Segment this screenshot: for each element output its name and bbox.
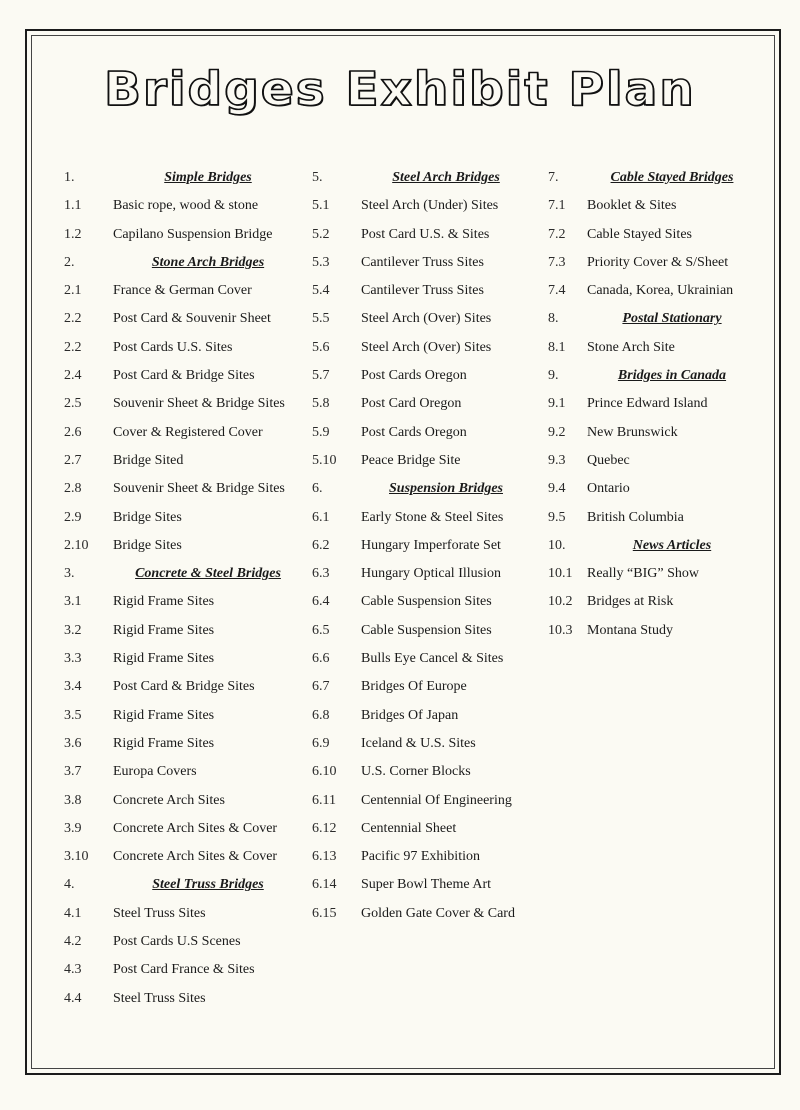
item-number: 6.11 (312, 792, 336, 808)
item-number: 6.6 (312, 651, 330, 667)
list-item (64, 475, 303, 503)
item-number: 5.6 (312, 339, 330, 355)
list-item (64, 787, 303, 815)
list-item (548, 617, 757, 645)
section-title: Cable Stayed Bridges (610, 170, 734, 185)
item-number: 10.3 (548, 622, 573, 638)
list-item (548, 475, 757, 503)
item-number: 6.8 (312, 707, 330, 723)
item-label: Post Card & Souvenir Sheet (113, 311, 271, 327)
item-label: Concrete Arch Sites & Cover (113, 849, 278, 865)
item-number: 6. (312, 481, 323, 497)
item-label: Cable Suspension Sites (361, 622, 492, 638)
section-heading (64, 871, 303, 899)
list-item (312, 843, 531, 871)
item-number: 6.5 (312, 622, 330, 638)
section-heading (64, 164, 303, 192)
list-item (548, 334, 757, 362)
list-item (312, 221, 531, 249)
list-item (312, 758, 531, 786)
item-label: Stone Arch Site (587, 339, 675, 355)
item-number: 5.8 (312, 396, 330, 412)
section-title: Suspension Bridges (389, 481, 503, 497)
list-item (64, 900, 303, 928)
list-item (312, 560, 531, 588)
item-label: Cantilever Truss Sites (361, 283, 484, 299)
list-item (548, 588, 757, 616)
item-label: Rigid Frame Sites (113, 735, 215, 751)
item-number: 4. (64, 877, 75, 893)
item-label: France & German Cover (113, 283, 252, 299)
list-item (64, 645, 303, 673)
section-title: Concrete & Steel Bridges (135, 566, 281, 582)
item-label: Europa Covers (113, 764, 197, 780)
item-label: Rigid Frame Sites (113, 707, 215, 723)
item-label: Centennial Of Engineering (361, 792, 512, 808)
item-number: 7. (548, 170, 559, 185)
list-item (548, 504, 757, 532)
item-number: 4.3 (64, 962, 82, 978)
list-item (312, 617, 531, 645)
item-label: Hungary Optical Illusion (361, 566, 501, 582)
list-item (64, 277, 303, 305)
page-title: Bridges Exhibit Plan (104, 62, 696, 116)
item-number: 5.1 (312, 198, 330, 214)
list-item (64, 504, 303, 532)
item-number: 6.12 (312, 820, 337, 836)
list-item (64, 334, 303, 362)
item-number: 9.1 (548, 396, 566, 412)
list-item (312, 419, 531, 447)
item-number: 7.4 (548, 283, 566, 299)
item-label: Rigid Frame Sites (113, 651, 215, 667)
item-number: 2.8 (64, 481, 82, 497)
list-item (548, 560, 757, 588)
item-number: 5.2 (312, 226, 330, 242)
item-label: Post Cards Oregon (361, 424, 467, 440)
item-label: Ontario (587, 481, 630, 497)
item-label: Post Cards U.S Scenes (113, 934, 241, 950)
item-label: Steel Arch (Over) Sites (361, 311, 492, 327)
list-item (64, 843, 303, 871)
list-item (64, 985, 303, 1013)
item-number: 2.2 (64, 339, 82, 355)
item-number: 5.5 (312, 311, 330, 327)
item-number: 3.2 (64, 622, 82, 638)
list-item (64, 730, 303, 758)
item-label: Rigid Frame Sites (113, 594, 215, 610)
item-label: Bridge Sites (113, 537, 182, 553)
item-label: Quebec (587, 452, 630, 468)
item-label: Cable Stayed Sites (587, 226, 692, 242)
item-number: 4.1 (64, 905, 82, 921)
list-item (312, 447, 531, 475)
item-label: Super Bowl Theme Art (361, 877, 492, 893)
item-number: 8. (548, 311, 559, 327)
section-heading (548, 305, 757, 333)
item-label: Early Stone & Steel Sites (361, 509, 504, 525)
list-item (312, 645, 531, 673)
item-number: 2.7 (64, 452, 82, 468)
list-item (64, 305, 303, 333)
item-number: 2.9 (64, 509, 82, 525)
item-number: 8.1 (548, 339, 566, 355)
item-number: 3.1 (64, 594, 82, 610)
item-number: 1.2 (64, 226, 82, 242)
item-number: 3.8 (64, 792, 82, 808)
item-number: 10.1 (548, 566, 573, 582)
list-item (64, 419, 303, 447)
item-label: Concrete Arch Sites (113, 792, 225, 808)
item-number: 10. (548, 537, 566, 553)
item-number: 4.2 (64, 934, 82, 950)
item-label: Prince Edward Island (587, 396, 708, 412)
item-label: U.S. Corner Blocks (361, 764, 471, 780)
item-label: Cable Suspension Sites (361, 594, 492, 610)
column-2 (312, 164, 531, 928)
section-title: News Articles (632, 537, 712, 553)
item-label: Capilano Suspension Bridge (113, 226, 273, 242)
list-item (312, 504, 531, 532)
list-item (312, 532, 531, 560)
list-item (548, 192, 757, 220)
item-label: New Brunswick (587, 424, 678, 440)
section-heading (548, 362, 757, 390)
item-number: 6.10 (312, 764, 337, 780)
item-number: 5.7 (312, 368, 330, 384)
item-label: Peace Bridge Site (361, 452, 461, 468)
item-number: 5. (312, 170, 323, 185)
item-number: 1.1 (64, 198, 82, 214)
item-label: Bridge Sites (113, 509, 182, 525)
item-number: 6.15 (312, 905, 337, 921)
list-item (312, 362, 531, 390)
list-item (64, 702, 303, 730)
item-number: 9.5 (548, 509, 566, 525)
item-number: 3.7 (64, 764, 82, 780)
item-number: 2.1 (64, 283, 82, 299)
item-label: Post Card U.S. & Sites (361, 226, 490, 242)
section-title: Steel Truss Bridges (152, 877, 264, 893)
item-number: 9.4 (548, 481, 566, 497)
item-number: 5.4 (312, 283, 330, 299)
item-label: Steel Arch (Under) Sites (361, 198, 499, 214)
list-item (312, 277, 531, 305)
item-label: Iceland & U.S. Sites (361, 735, 476, 751)
list-item (64, 758, 303, 786)
item-label: Basic rope, wood & stone (113, 198, 259, 214)
list-item (312, 334, 531, 362)
item-number: 3. (64, 566, 75, 582)
item-label: British Columbia (587, 509, 684, 525)
item-number: 10.2 (548, 594, 573, 610)
item-label: Booklet & Sites (587, 198, 677, 214)
list-item (312, 815, 531, 843)
list-item (64, 390, 303, 418)
item-label: Souvenir Sheet & Bridge Sites (113, 396, 285, 412)
item-number: 3.6 (64, 735, 82, 751)
item-label: Cover & Registered Cover (113, 424, 263, 440)
item-label: Steel Arch (Over) Sites (361, 339, 492, 355)
item-number: 6.1 (312, 509, 330, 525)
item-number: 6.14 (312, 877, 337, 893)
item-label: Steel Truss Sites (113, 905, 206, 921)
list-item (312, 305, 531, 333)
section-title: Bridges in Canada (617, 368, 727, 384)
list-item (64, 532, 303, 560)
item-label: Pacific 97 Exhibition (361, 849, 480, 865)
item-label: Bridges Of Japan (361, 707, 459, 723)
list-item (64, 362, 303, 390)
section-heading (64, 249, 303, 277)
item-number: 6.9 (312, 735, 330, 751)
item-label: Canada, Korea, Ukrainian (587, 283, 734, 299)
list-item (548, 221, 757, 249)
item-label: Post Card France & Sites (113, 962, 255, 978)
item-number: 3.3 (64, 651, 82, 667)
list-item (312, 588, 531, 616)
item-number: 1. (64, 170, 75, 185)
item-label: Post Card & Bridge Sites (113, 368, 255, 384)
item-number: 2.5 (64, 396, 82, 412)
section-title: Simple Bridges (164, 170, 252, 185)
list-item (312, 192, 531, 220)
item-number: 5.9 (312, 424, 330, 440)
item-label: Cantilever Truss Sites (361, 254, 484, 270)
item-number: 6.13 (312, 849, 337, 865)
list-item (64, 221, 303, 249)
item-label: Bridges Of Europe (361, 679, 467, 695)
list-item (548, 249, 757, 277)
item-label: Bridges at Risk (587, 594, 674, 610)
item-number: 6.7 (312, 679, 330, 695)
item-label: Hungary Imperforate Set (361, 537, 501, 553)
item-number: 9.2 (548, 424, 566, 440)
list-item (64, 928, 303, 956)
list-item (64, 192, 303, 220)
item-number: 7.2 (548, 226, 566, 242)
section-title: Steel Arch Bridges (392, 170, 500, 185)
list-item (312, 390, 531, 418)
item-label: Post Cards Oregon (361, 368, 467, 384)
item-number: 2. (64, 254, 75, 270)
list-item (312, 871, 531, 899)
item-label: Steel Truss Sites (113, 990, 206, 1006)
section-heading (64, 560, 303, 588)
item-label: Concrete Arch Sites & Cover (113, 820, 278, 836)
section-heading (312, 164, 531, 192)
item-number: 4.4 (64, 990, 82, 1006)
list-item (64, 447, 303, 475)
list-item (64, 815, 303, 843)
column-1 (64, 164, 303, 1013)
list-item (312, 787, 531, 815)
list-item (548, 277, 757, 305)
item-label: Rigid Frame Sites (113, 622, 215, 638)
item-number: 2.10 (64, 537, 89, 553)
item-label: Really “BIG” Show (587, 566, 699, 582)
section-title: Postal Stationary (622, 311, 722, 327)
list-item (312, 673, 531, 701)
list-item (548, 419, 757, 447)
item-number: 3.5 (64, 707, 82, 723)
item-number: 6.3 (312, 566, 330, 582)
item-label: Post Card Oregon (361, 396, 462, 412)
section-title: Stone Arch Bridges (151, 254, 265, 270)
item-label: Priority Cover & S/Sheet (587, 254, 729, 270)
list-item (312, 249, 531, 277)
item-number: 5.3 (312, 254, 330, 270)
column-3 (548, 164, 757, 645)
item-number: 2.4 (64, 368, 82, 384)
item-number: 9. (548, 368, 559, 384)
item-number: 9.3 (548, 452, 566, 468)
list-item (312, 900, 531, 928)
item-number: 3.4 (64, 679, 82, 695)
item-number: 7.3 (548, 254, 566, 270)
item-label: Montana Study (587, 622, 673, 638)
item-label: Post Card & Bridge Sites (113, 679, 255, 695)
item-label: Golden Gate Cover & Card (361, 905, 515, 921)
item-number: 2.2 (64, 311, 82, 327)
item-number: 6.4 (312, 594, 330, 610)
item-number: 3.9 (64, 820, 82, 836)
section-heading (312, 475, 531, 503)
list-item (548, 390, 757, 418)
list-item (64, 673, 303, 701)
section-heading (548, 164, 757, 192)
item-label: Bridge Sited (113, 452, 184, 468)
item-label: Bulls Eye Cancel & Sites (361, 651, 504, 667)
list-item (312, 730, 531, 758)
list-item (548, 447, 757, 475)
item-label: Post Cards U.S. Sites (113, 339, 233, 355)
item-number: 5.10 (312, 452, 337, 468)
item-number: 6.2 (312, 537, 330, 553)
list-item (64, 617, 303, 645)
item-number: 7.1 (548, 198, 566, 214)
item-number: 3.10 (64, 849, 89, 865)
item-label: Centennial Sheet (361, 820, 457, 836)
list-item (312, 702, 531, 730)
section-heading (548, 532, 757, 560)
list-item (64, 588, 303, 616)
list-item (64, 956, 303, 984)
item-label: Souvenir Sheet & Bridge Sites (113, 481, 285, 497)
item-number: 2.6 (64, 424, 82, 440)
